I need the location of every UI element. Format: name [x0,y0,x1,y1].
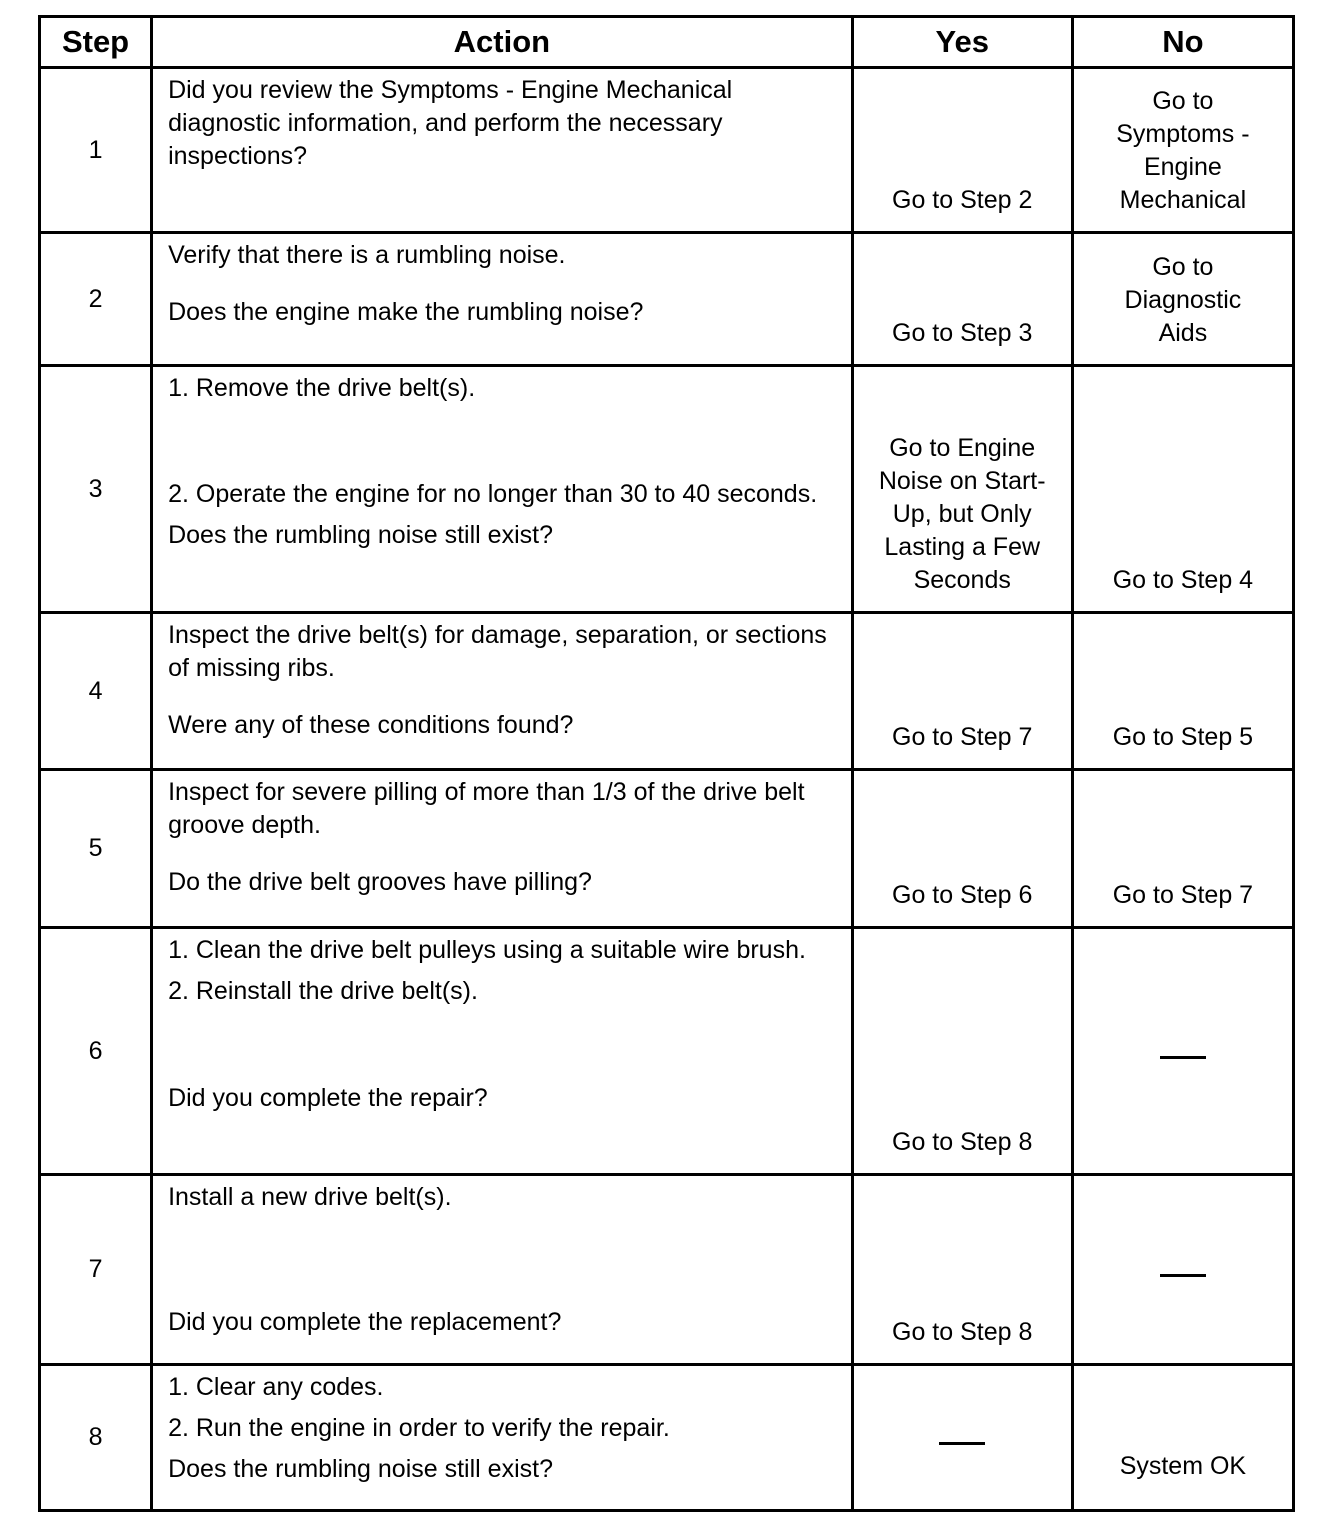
no-cell: Go to Step 5 [1072,613,1293,770]
no-cell: Go to Diagnostic Aids [1072,233,1293,366]
yes-cell: Go to Step 7 [852,613,1072,770]
no-cell: Go to Symptoms - Engine Mechanical [1072,68,1293,233]
action-text: 1. Remove the drive belt(s). [168,374,476,402]
table-row [40,928,1294,1175]
action-text: Did you review the Symptoms - Engine Mechanical diagnostic information, and perform the necessary inspections? [168,76,733,170]
header-step: Step [40,17,152,68]
table-row [40,68,1294,233]
step-number: 3 [40,366,152,613]
action-text: Inspect the drive belt(s) for damage, separation, or sections of missing ribs. [168,621,827,682]
yes-cell: Go to Engine Noise on Start-Up, but Only Lasting a Few Seconds [852,366,1072,613]
no-value-dash [1160,1274,1206,1277]
yes-cell: Go to Step 3 [852,233,1072,366]
action-question: Does the rumbling noise still exist? [168,1455,553,1483]
yes-cell: Go to Step 6 [852,770,1072,928]
action-question: Does the rumbling noise still exist? [168,521,553,549]
header-no: No [1072,17,1293,68]
header-yes: Yes [852,17,1072,68]
action-text: 1. Clear any codes. [168,1373,384,1401]
action-question: Do the drive belt grooves have pilling? [168,868,592,896]
action-cell [152,1175,853,1365]
table-row [40,1175,1294,1365]
step-number: 2 [40,233,152,366]
table-row [40,770,1294,928]
header-action: Action [152,17,853,68]
no-cell: Go to Step 7 [1072,770,1293,928]
yes-cell [852,1365,1072,1511]
action-cell [152,928,853,1175]
action-text: 1. Clean the drive belt pulleys using a suitable wire brush. [168,936,806,964]
diagnostic-table [38,15,1295,1512]
yes-value-dash [939,1442,985,1445]
action-cell [152,68,853,233]
action-text: Install a new drive belt(s). [168,1183,452,1211]
action-question: Does the engine make the rumbling noise? [168,298,644,326]
action-text: 2. Operate the engine for no longer than 30 to 40 seconds. [168,480,818,508]
no-cell: System OK [1072,1365,1293,1511]
action-cell [152,366,853,613]
yes-cell: Go to Step 8 [852,1175,1072,1365]
step-number: 8 [40,1365,152,1511]
action-question: Did you complete the replacement? [168,1308,562,1336]
header-row [40,17,1294,68]
action-text: 2. Reinstall the drive belt(s). [168,977,478,1005]
no-cell [1072,928,1293,1175]
yes-cell: Go to Step 2 [852,68,1072,233]
action-cell [152,770,853,928]
table-row [40,613,1294,770]
action-question: Were any of these conditions found? [168,711,574,739]
step-number: 1 [40,68,152,233]
table-row [40,366,1294,613]
step-number: 4 [40,613,152,770]
action-text: Verify that there is a rumbling noise. [168,241,566,269]
no-cell: Go to Step 4 [1072,366,1293,613]
no-value-dash [1160,1056,1206,1059]
action-cell [152,613,853,770]
action-question: Did you complete the repair? [168,1084,488,1112]
action-cell [152,1365,853,1511]
step-number: 5 [40,770,152,928]
yes-cell: Go to Step 8 [852,928,1072,1175]
step-number: 6 [40,928,152,1175]
action-cell [152,233,853,366]
action-text: Inspect for severe pilling of more than 1/3 of the drive belt groove depth. [168,778,805,839]
table-row [40,1365,1294,1511]
step-number: 7 [40,1175,152,1365]
action-text: 2. Run the engine in order to verify the repair. [168,1414,670,1442]
no-cell [1072,1175,1293,1365]
table-row [40,233,1294,366]
